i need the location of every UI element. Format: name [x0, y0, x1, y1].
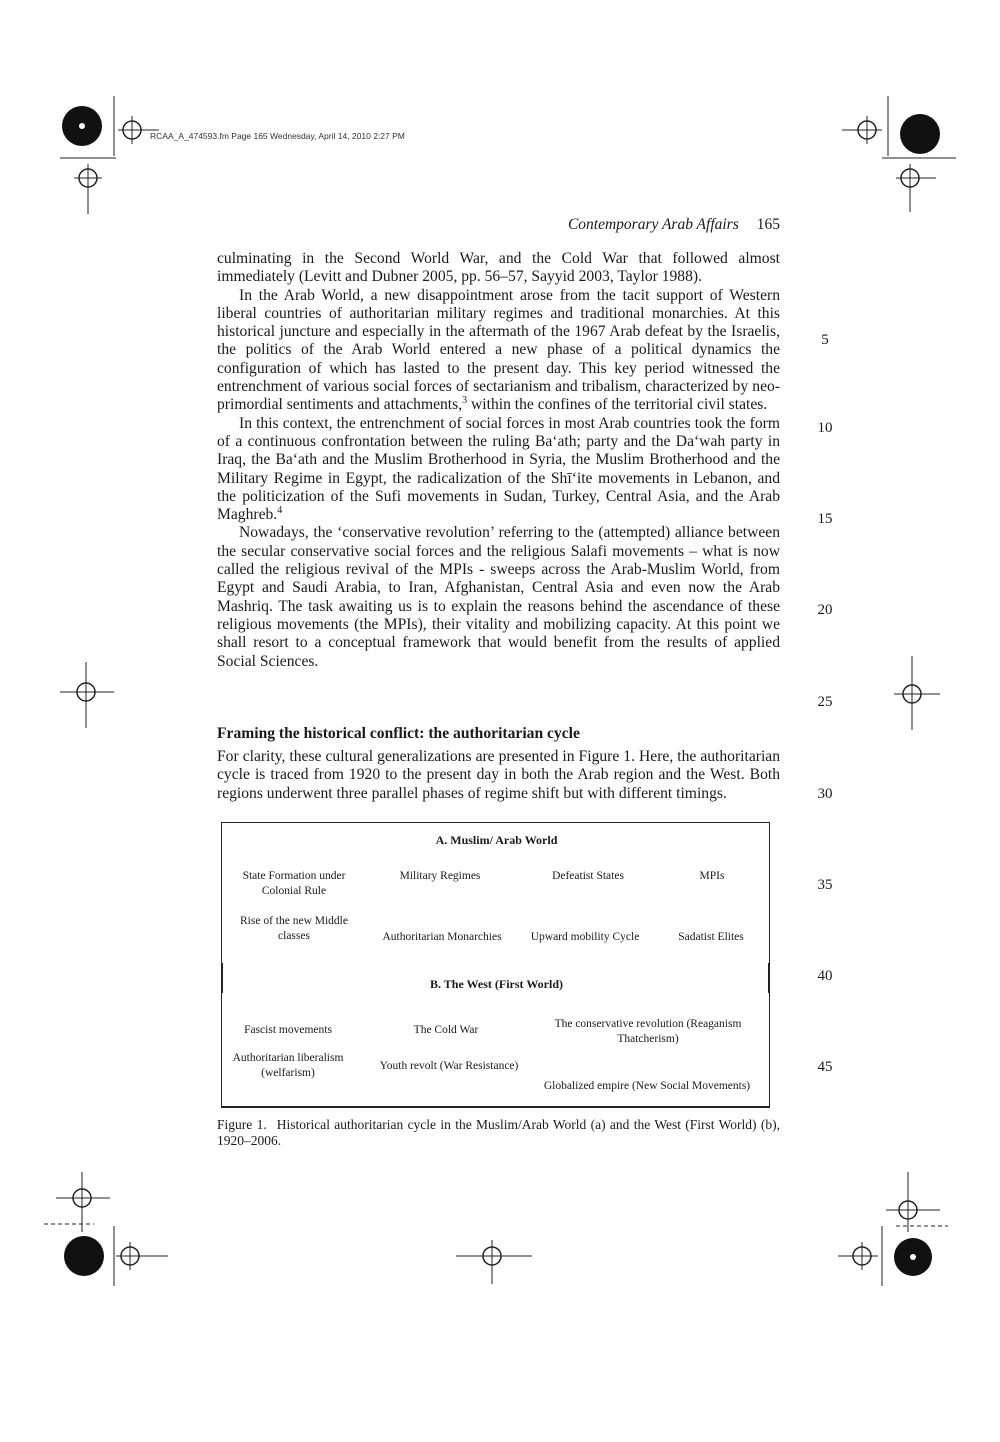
figure-cell: Authoritarian liberalism (welfarism)	[232, 1052, 344, 1079]
crosshair-icon	[44, 1172, 114, 1232]
paragraph: Nowadays, the ‘conservative revolution’ referring to the (attempted) alliance between the secular conservative social forces and the religious Salafi movements – what is now called the religious revival of the MPIs - sweeps across the Arab-Muslim World, from Egypt and Saudi Arabia, to Iran, Afghanistan, Central Asia and even now the Arab Mashriq. The task awaiting us is to explain the reasons behind the ascendance of these religious movements (the MPIs), their vitality and mobilizing capacity. At this point we shall resort to a conceptual framework that would benefit from the results of applied Social Sciences.	[217, 524, 780, 670]
figure-cell: Sadatist Elites	[678, 931, 744, 943]
section-body	[217, 748, 780, 803]
figure-cell: Upward mobility Cycle	[530, 931, 640, 943]
paragraph-text: In this context, the entrenchment of social forces in most Arab countries took the form of a continuous confrontation between the ruling Ba‘ath; party and the Da‘wah party in Iraq, the Ba‘ath and the Muslim Brotherhood in Syria, the Muslim Brotherhood and the Military Regime in Egypt, the radicalization of the Shī‘ite movements in Lebanon, and the politicization of the Sufi movements in Sudan, Turkey, Central Asia, and the Arab Maghreb.	[217, 414, 780, 524]
caption-text: Historical authoritarian cycle in the Muslim/Arab World (a) and the West (First World) (b), 1920–2006.	[217, 1117, 780, 1148]
figure-cell: The Cold War	[413, 1024, 479, 1036]
registration-dot-icon	[892, 1236, 934, 1278]
footnote-ref: 4	[277, 504, 283, 516]
crosshair-icon	[104, 96, 164, 156]
line-number: 40	[817, 968, 833, 984]
crosshair-icon	[882, 150, 956, 216]
body-text	[217, 250, 780, 671]
figure-cell: Military Regimes	[399, 870, 481, 882]
line-number: 5	[821, 332, 829, 348]
paragraph	[217, 287, 780, 415]
crosshair-icon	[840, 96, 900, 156]
paragraph: culminating in the Second World War, and the Cold War that followed almost immediately (Levitt and Dubner 2005, pp. 56–57, Sayyid 2003, Taylor 1988).	[217, 250, 780, 286]
line-number: 45	[817, 1059, 833, 1075]
footnote-ref: 3	[462, 395, 468, 407]
figure-1	[221, 822, 770, 1108]
crosshair-icon	[454, 1226, 534, 1286]
figure-caption	[217, 1117, 780, 1148]
figure-cell: Defeatist States	[552, 870, 624, 882]
section-heading: Framing the historical conflict: the authoritarian cycle	[217, 725, 580, 742]
crosshair-icon	[56, 660, 116, 730]
panel-b-title: B. The West (First World)	[429, 977, 563, 991]
figure-cell: Authoritarian Monarchies	[382, 931, 502, 943]
figure-cell: State Formation under Colonial Rule	[242, 870, 346, 897]
crosshair-icon	[104, 1226, 174, 1286]
journal-title: Contemporary Arab Affairs	[567, 216, 739, 233]
crosshair-icon	[836, 1226, 896, 1286]
caption-label: Figure 1.	[217, 1117, 267, 1132]
figure-cell: MPIs	[699, 870, 725, 882]
page-number: 165	[756, 216, 780, 233]
registration-dot-icon	[62, 1234, 106, 1278]
paragraph: For clarity, these cultural generalizations are presented in Figure 1. Here, the authoritarian cycle is traced from 1920 to the present day in both the Arab region and the West. Both regions underwent three parallel phases of regime shift but with different timings.	[217, 748, 780, 802]
panel-a-title: A. Muslim/ Arab World	[435, 833, 558, 847]
registration-dot-icon	[60, 104, 104, 148]
figure-cell: Fascist movements	[244, 1024, 332, 1036]
line-number: 25	[817, 694, 833, 710]
crosshair-icon	[884, 656, 944, 730]
running-head	[500, 216, 780, 234]
line-number: 35	[817, 877, 833, 893]
crosshair-icon	[60, 150, 116, 216]
figure-cell: The conservative revolution (Reaganism Thatcherism)	[554, 1018, 742, 1045]
line-number: 20	[817, 602, 833, 618]
printer-slug: RCAA_A_474593.fm Page 165 Wednesday, April 14, 2010 2:27 PM	[150, 131, 405, 141]
figure-cell: Globalized empire (New Social Movements)	[543, 1080, 751, 1092]
paragraph-text: within the confines of the territorial civil states.	[471, 396, 768, 414]
figure-cell: Rise of the new Middle classes	[240, 915, 348, 942]
figure-cell: Youth revolt (War Resistance)	[379, 1060, 519, 1072]
paragraph-text: In the Arab World, a new disappointment arose from the tacit support of Western liberal countries of authoritarian military regimes and traditional monarchies. At this historical juncture and especially in the aftermath of the 1967 Arab defeat by the Israelis, the politics of the Arab World entered a new phase of a political dynamics the configuration of which has lasted to the present day. This key period witnessed the entrenchment of various social forces of sectarianism and tribalism, characterized by neo-primordial sentiments and attachments,	[217, 286, 780, 414]
line-number: 15	[817, 511, 833, 527]
paragraph	[217, 415, 780, 525]
crosshair-icon	[880, 1172, 950, 1232]
line-number: 10	[817, 420, 833, 436]
line-number: 30	[817, 786, 833, 802]
